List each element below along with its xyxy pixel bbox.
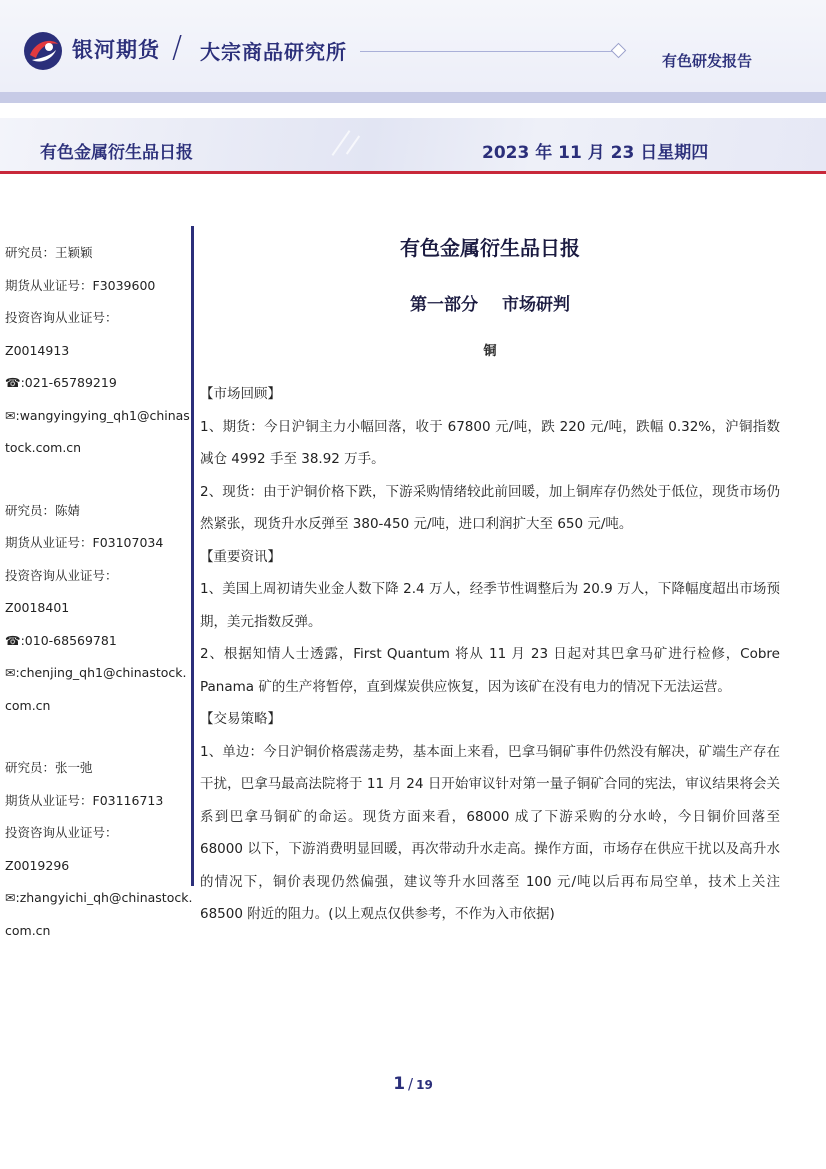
advisory-cert: Z0018401 [5, 600, 70, 615]
news-heading: 【重要资讯】 [200, 548, 281, 565]
advisory-cert-label: 投资咨询从业证号： [5, 825, 118, 840]
phone-number: :010-68569781 [20, 632, 117, 648]
advisory-cert: Z0019296 [5, 857, 70, 873]
header-divider: / [172, 30, 183, 65]
header-deco-diamond [611, 43, 627, 59]
email-address[interactable]: :chenjing_qh1@chinastock. [15, 665, 187, 680]
email-continuation[interactable]: com.cn [5, 922, 51, 938]
sidebar-divider [191, 226, 194, 886]
header-stripe [0, 92, 826, 103]
news-paragraph: 1、美国上周初请失业金人数下降 2.4 万人，经季节性调整后为 20.9 万人，下降幅度超出市场预期，美元指数反弹。 [200, 581, 780, 630]
analyst-card [5, 240, 190, 468]
title-band [0, 118, 826, 174]
analyst-card [5, 755, 193, 950]
header-deco-line [360, 51, 618, 52]
email-address[interactable]: :wangyingying_qh1@chinas [15, 407, 190, 423]
analyst-card [5, 498, 190, 726]
advisory-cert: Z0014913 [5, 342, 70, 358]
news-paragraph: 2、根据知情人士透露，First Quantum 将从 11 月 23 日起对其巴拿马矿进行检修，Cobre Panama 矿的生产将暂停，直到煤炭供应恢复，因为该矿在没有电力的情况下无法运营。 [200, 646, 780, 695]
current-page: 1 [393, 1074, 406, 1094]
commodity-subtitle: 铜 [483, 344, 497, 359]
email-line[interactable] [5, 885, 193, 918]
phone-line [5, 370, 190, 403]
futures-cert: 期货从业证号：F03107034 [5, 535, 164, 550]
trading-strategy [200, 703, 780, 931]
review-paragraph: 1、期货：今日沪铜主力小幅回落，收于 67800 元/吨，跌 220 元/吨，跌幅 0.32%，沪铜指数减仓 4992 手至 38.92 万手。 [200, 418, 780, 467]
researcher-name: 研究员：张一弛 [5, 760, 93, 775]
review-heading: 【市场回顾】 [200, 386, 281, 402]
email-address[interactable]: :zhangyichi_qh@chinastock. [15, 890, 193, 905]
report-body [200, 230, 780, 931]
band-title: 有色金属衍生品日报 [40, 143, 193, 163]
researcher-name: 研究员：陈婧 [5, 502, 81, 518]
futures-cert: 期货从业证号：F3039600 [5, 277, 156, 293]
band-deco-slash [346, 135, 360, 154]
report-type: 有色研发报告 [661, 52, 752, 70]
phone-number: :021-65789219 [20, 375, 117, 390]
institute-name: 大宗商品研究所 [200, 40, 347, 64]
section-title: 第一部分 市场研判 [410, 295, 570, 315]
analyst-sidebar [5, 240, 193, 980]
strategy-paragraph: 1、单边：今日沪铜价格震荡走势，基本面上来看，巴拿马铜矿事件仍然没有解决，矿端生产存在干扰，巴拿马最高法院将于 11 月 24 日开始审议针对第一量子铜矿合同的宪法，审议结果将会关系到巴拿马铜矿的命运。现货方面来看，68000 成了下游采购的分水岭，今日铜价回落至 68000 以下，下游消费明显回暖，再次带动升水走高。操作方面，市场存在供应干扰以及高升水的情况下，铜价表现仍然偏强，建议等升水回落至 100 元/吨以后再布局空单，技术上关注 68500 附近的阻力。(以上观点仅供参考，不作为入市依据) [200, 743, 780, 922]
brand-name: 银河期货 [72, 38, 160, 62]
document-title: 有色金属衍生品日报 [400, 236, 580, 260]
page-header [0, 0, 826, 100]
total-pages: 19 [416, 1078, 433, 1092]
mail-icon: ✉ [5, 407, 16, 423]
futures-cert: 期货从业证号：F03116713 [5, 792, 164, 808]
page-separator: / [408, 1075, 414, 1093]
phone-icon: ☎ [5, 632, 21, 648]
mail-icon: ✉ [5, 665, 16, 680]
strategy-heading: 【交易策略】 [200, 711, 281, 727]
key-news [200, 541, 780, 704]
mail-icon: ✉ [5, 890, 16, 905]
researcher-name: 研究员：王颖颖 [5, 245, 93, 260]
band-red-line [0, 171, 826, 174]
advisory-cert-label: 投资咨询从业证号： [5, 567, 118, 583]
report-date: 2023 年 11 月 23 日星期四 [482, 143, 709, 163]
email-line[interactable] [5, 403, 190, 436]
market-review [200, 378, 780, 541]
phone-icon: ☎ [5, 375, 21, 390]
phone-line [5, 628, 190, 661]
email-continuation[interactable]: tock.com.cn [5, 440, 82, 455]
galaxy-logo-icon [22, 30, 64, 72]
advisory-cert-label: 投资咨询从业证号： [5, 310, 118, 325]
email-line[interactable] [5, 660, 190, 693]
email-continuation[interactable]: com.cn [5, 697, 51, 713]
review-paragraph: 2、现货：由于沪铜价格下跌，下游采购情绪较此前回暖，加上铜库存仍然处于低位，现货市场仍然紧张，现货升水反弹至 380-450 元/吨，进口利润扩大至 650 元/吨。 [200, 483, 780, 532]
page-number [0, 1074, 826, 1094]
